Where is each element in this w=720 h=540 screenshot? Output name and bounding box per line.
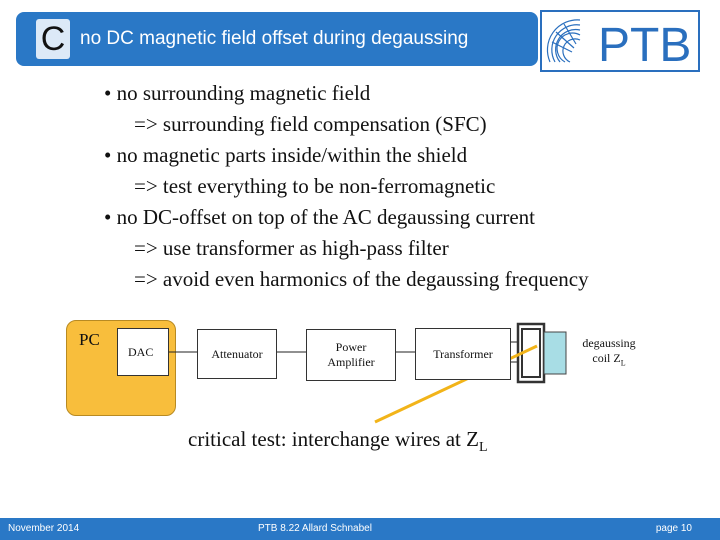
slide-footer — [0, 518, 720, 540]
critical-test-note — [188, 427, 488, 456]
bullet-2-sub-1: => test everything to be non-ferromagnetic — [134, 174, 496, 198]
bullet-3-sub-2: => avoid even harmonics of the degaussing frequency — [134, 267, 589, 291]
footer-date: November 2014 — [8, 523, 80, 534]
dac-label: DAC — [128, 345, 154, 359]
footer-author: PTB 8.22 Allard Schnabel — [258, 523, 372, 534]
bullet-2: • no magnetic parts inside/within the shield — [104, 143, 468, 167]
pc-label: PC — [79, 330, 100, 349]
coil-label-line1: degaussing — [582, 336, 636, 350]
critical-test-subscript: L — [478, 440, 488, 456]
attenuator-label: Attenuator — [211, 346, 263, 361]
bullet-1-sub-1: => surrounding field compensation (SFC) — [134, 112, 487, 136]
coil-label-subscript: L — [620, 358, 626, 368]
coil-label-line2: coil Z — [592, 351, 621, 365]
svg-text:PTB: PTB — [598, 19, 692, 70]
slide-title: no DC magnetic field offset during degaussing — [80, 28, 469, 49]
coil-label — [568, 336, 650, 370]
amplifier-label-line2: Amplifier — [327, 355, 375, 369]
footer-page-number: page 10 — [655, 523, 692, 534]
power-amplifier-block — [306, 329, 396, 381]
bullet-1: • no surrounding magnetic field — [104, 81, 371, 105]
dac-block — [117, 328, 169, 376]
bullet-3-sub-1: => use transformer as high-pass filter — [134, 236, 449, 260]
attenuator-block — [197, 329, 277, 379]
degaussing-coil — [544, 332, 566, 374]
critical-test-text: critical test: interchange wires at Z — [188, 427, 479, 451]
transformer-label: Transformer — [433, 346, 493, 361]
bullet-3: • no DC-offset on top of the AC degaussing current — [104, 205, 535, 229]
transformer-block — [415, 328, 511, 380]
section-letter: C — [36, 19, 70, 59]
amplifier-label-line1: Power — [335, 340, 367, 354]
